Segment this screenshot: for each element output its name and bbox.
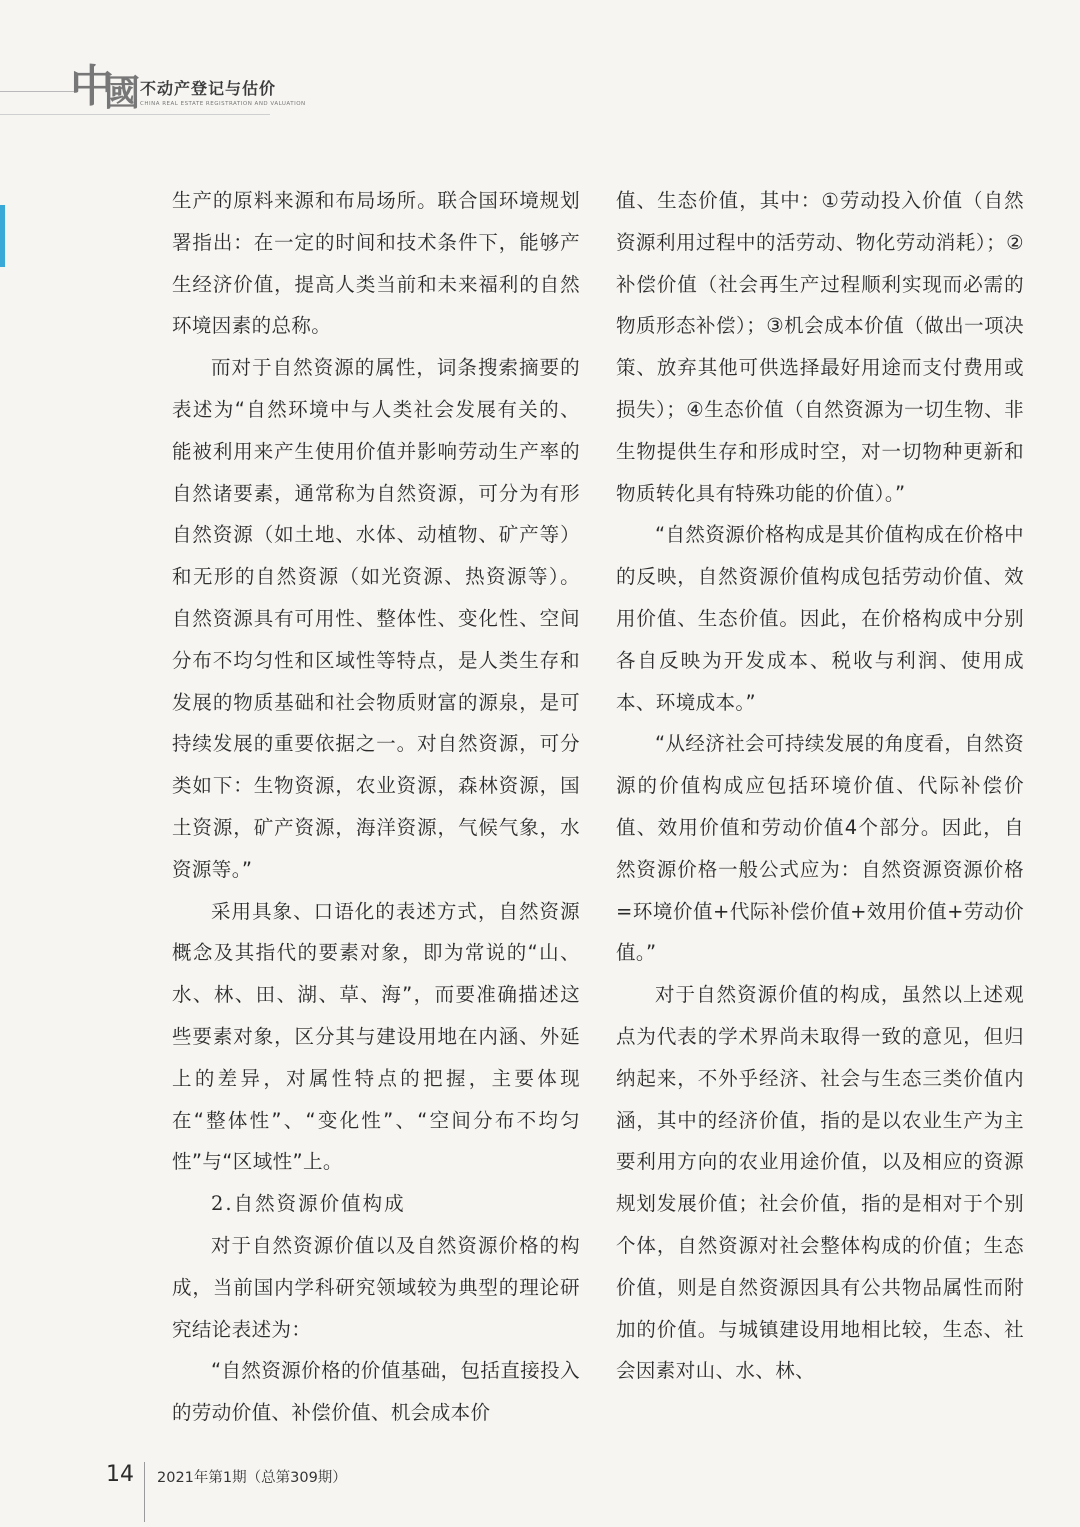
issue-info: 2021年第1期（总第309期） (157, 1470, 347, 1486)
journal-subtitle: CHINA REAL ESTATE REGISTRATION AND VALUATION (140, 101, 306, 107)
section-heading: 2.自然资源价值构成 (211, 1192, 406, 1216)
journal-title: 不动产登记与估价 (140, 79, 277, 98)
paragraph: 而对于自然资源的属性，词条搜索摘要的表述为“自然环境中与人类社会发展有关的、能被利用来产生使用价值并影响劳动生产率的自然诸要素，通常称为自然资源，可分为有形自然资源（如土地、水体、动植物、矿产等）和无形的自然资源（如光资源、热资源等）。自然资源具有可用性、整体性、变化性、空间分布不均匀性和区域性等特点，是人类生存和发展的物质基础和社会物质财富的源泉，是可持续发展的重要依据之一。对自然资源，可分类如下：生物资源，农业资源，森林资源，国土资源，矿产资源，海洋资源，气候气象，水资源等。” (172, 356, 580, 881)
logo-guo: 國 (104, 72, 141, 114)
paragraph: 生产的原料来源和布局场所。联合国环境规划署指出：在一定的时间和技术条件下，能够产生经济价值，提高人类当前和未来福利的自然环境因素的总称。 (172, 189, 580, 338)
paragraph: 对于自然资源价值的构成，虽然以上述观点为代表的学术界尚未取得一致的意见，但归纳起来，不外乎经济、社会与生态三类价值内涵，其中的经济价值，指的是以农业生产为主要利用方向的农业用途价值，以及相应的资源规划发展价值；社会价值，指的是相对于个别个体，自然资源对社会整体构成的价值；生态价值，则是自然资源因具有公共物品属性而附加的价值。与城镇建设用地相比较，生态、社会因素对山、水、林、 (616, 983, 1024, 1383)
paragraph: 值、生态价值，其中：①劳动投入价值（自然资源利用过程中的活劳动、物化劳动消耗）；②补偿价值（社会再生产过程顺利实现而必需的物质形态补偿）；③机会成本价值（做出一项决策、放弃其他可供选择最好用途而支付费用或损失）；④生态价值（自然资源为一切生物、非生物提供生存和形成时空，对一切物种更新和物质转化具有特殊功能的价值）。” (616, 189, 1024, 505)
paragraph: 采用具象、口语化的表述方式，自然资源概念及其指代的要素对象，即为常说的“山、水、林、田、湖、草、海”，而要准确描述这些要素对象，区分其与建设用地在内涵、外延上的差异，对属性特点的把握，主要体现在“整体性”、“变化性”、“空间分布不均匀性”与“区域性”上。 (172, 899, 580, 1174)
page-number: 14 (106, 1462, 134, 1487)
paragraph: “自然资源价格构成是其价值构成在价格中的反映，自然资源价值构成包括劳动价值、效用价值、生态价值。因此，在价格构成中分别各自反映为开发成本、税收与利润、使用成本、环境成本。” (616, 523, 1024, 714)
paragraph: 对于自然资源价值以及自然资源价格的构成，当前国内学科研究领域较为典型的理论研究结论表述为： (172, 1233, 580, 1341)
logo-zhong: 中 (70, 61, 114, 112)
accent-bar (0, 205, 5, 267)
paragraph: “自然资源价格的价值基础，包括直接投入的劳动价值、补偿价值、机会成本价 (172, 1359, 580, 1425)
footer-divider (144, 1462, 145, 1522)
paragraph: “从经济社会可持续发展的角度看，自然资源的价值构成应包括环境价值、代际补偿价值、效用价值和劳动价值4个部分。因此，自然资源价格一般公式应为：自然资源资源价格=环境价值+代际补偿价值+效用价值+劳动价值。” (616, 732, 1024, 965)
right-column (616, 180, 1024, 1392)
journal-header (0, 61, 306, 118)
header-rule (0, 91, 76, 92)
left-column (172, 180, 580, 1434)
